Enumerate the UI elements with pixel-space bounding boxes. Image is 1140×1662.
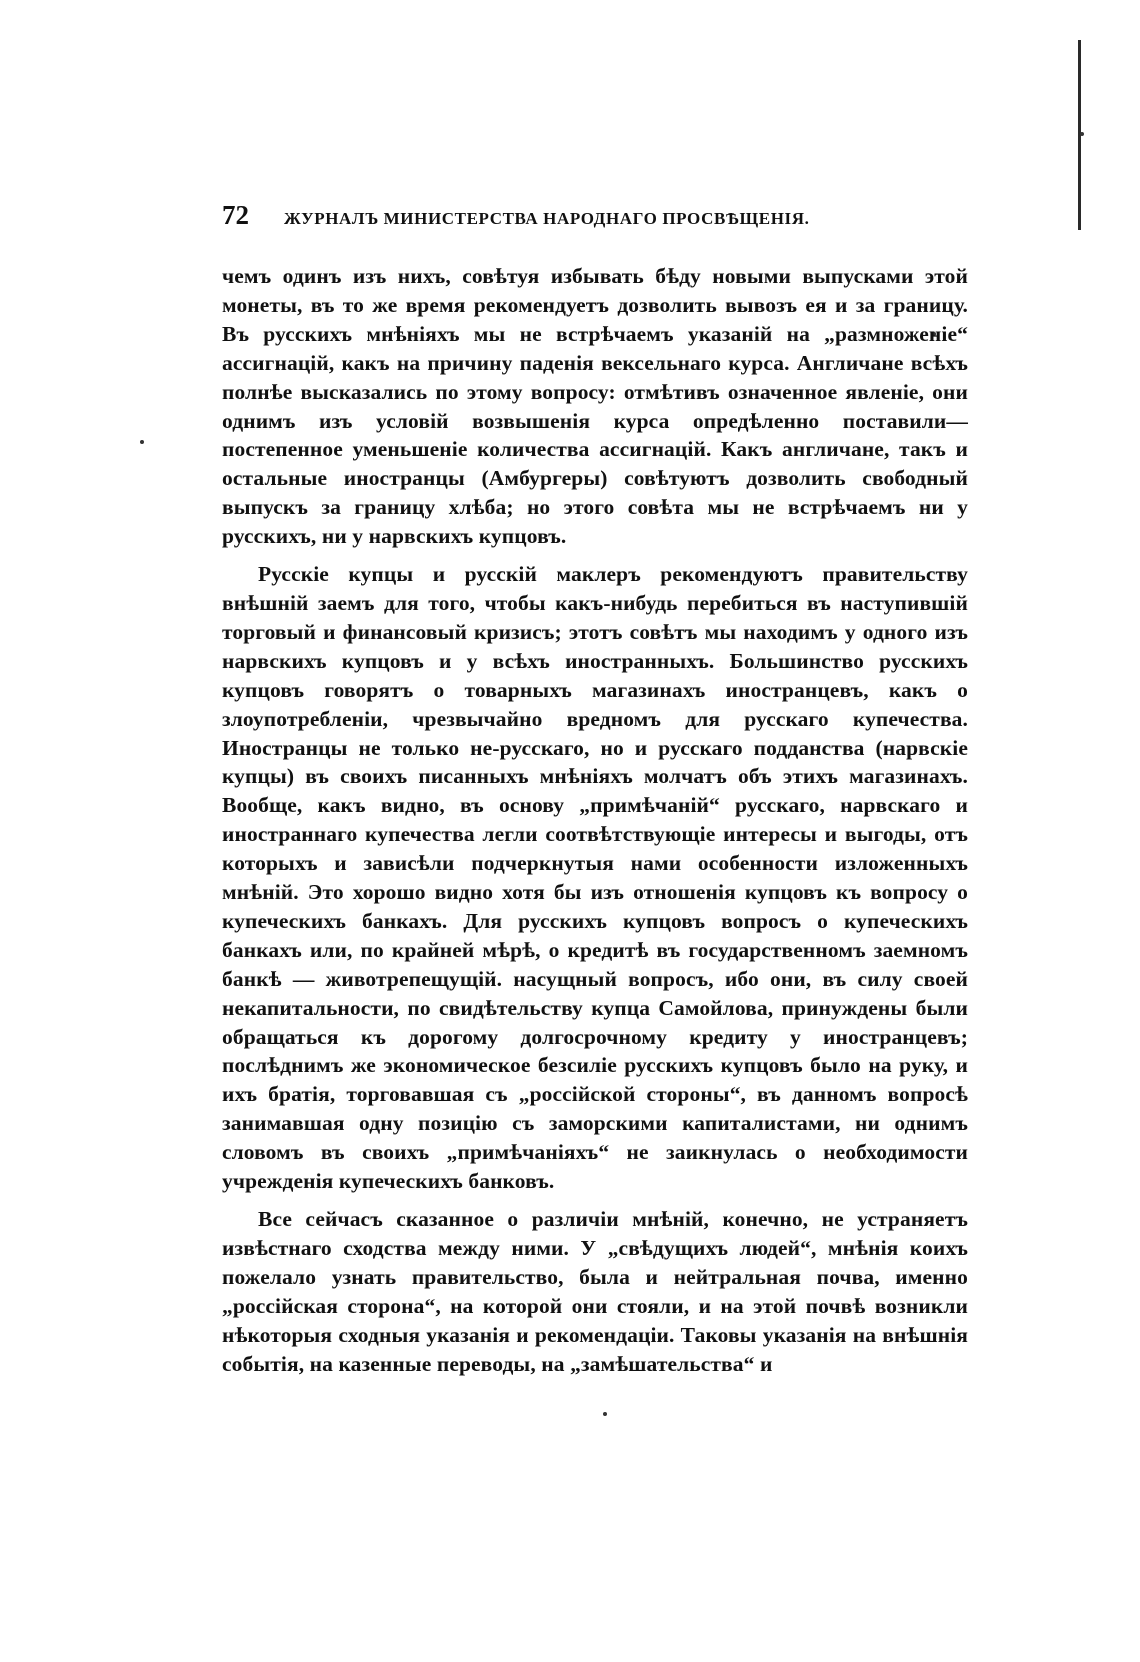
journal-title: ЖУРНАЛЪ МИНИСТЕРСТВА НАРОДНАГО ПРОСВѢЩЕНІЯ. [284, 209, 810, 228]
book-page [222, 200, 968, 1378]
scan-speck [603, 1412, 607, 1416]
paragraph-merchants: Русскіе купцы и русскій маклеръ рекомендуютъ правительству внѣшній заемъ для того, чтобы какъ-нибудь перебиться въ наступившій торговый и финансовый кризисъ; этотъ совѣтъ мы находимъ у одного изъ нарвскихъ купцовъ и у всѣхъ иностранныхъ. Большинство русскихъ купцовъ говорятъ о товарныхъ магазинахъ иностранцевъ, какъ о злоупотребленіи, чрезвычайно вредномъ для русскаго купечества. Иностранцы не только не-русскаго, но и русскаго подданства (нарвскіе купцы) въ своихъ писанныхъ мнѣніяхъ молчатъ объ этихъ магазинахъ. Вообще, какъ видно, въ основу „примѣчаній“ русскаго, нарвскаго и иностраннаго купечества легли соотвѣтствующіе интересы и выгоды, отъ которыхъ и зависѣли подчеркнутыя нами особенности изложенныхъ мнѣній. Это хорошо видно хотя бы изъ отношенія купцовъ къ вопросу о купеческихъ банкахъ. Для русскихъ купцовъ вопросъ о купеческихъ банкахъ или, по крайней мѣрѣ, о кредитѣ въ государственномъ заемномъ банкѣ — животрепещущій. насущный вопросъ, ибо они, въ силу своей некапитальности, по свидѣтельству купца Самойлова, принуждены были обращаться къ дорогому долгосрочному кредиту у иностранцевъ; послѣднимъ же экономическое безсиліе русскихъ купцовъ было на руку, и ихъ братія, торговавшая съ „россійской стороны“, въ данномъ вопросѣ занимавшая одну позицію съ заморскими капиталистами, ни однимъ словомъ въ своихъ „примѣчаніяхъ“ не заикнулась о необходимости учрежденія купеческихъ банковъ. [222, 562, 968, 1194]
running-head [222, 200, 968, 240]
scan-speck [1080, 132, 1084, 136]
paragraph-continuation: чемъ одинъ изъ нихъ, совѣтуя избывать бѣду новыми выпусками этой монеты, въ то же время рекомендуетъ дозволить вывозъ ея и за границу. Въ русскихъ мнѣніяхъ мы не встрѣчаемъ указаній на „размноженіе“ ассигнацій, какъ на причину паденія вексельнаго курса. Англичане всѣхъ полнѣе высказались по этому вопросу: отмѣтивъ означенное явленіе, они однимъ изъ условій возвышенія курса опредѣленно поставили—постепенное уменьшеніе количества ассигнацій. Какъ англичане, такъ и остальные иностранцы (Амбургеры) совѣтуютъ дозволить свободный выпускъ за границу хлѣба; но этого совѣта мы не встрѣчаемъ ни у русскихъ, ни у нарвскихъ купцовъ. [222, 264, 968, 549]
page-number: 72 [222, 200, 249, 230]
paragraph-similarities: Все сейчасъ сказанное о различіи мнѣній, конечно, не устраняетъ извѣстнаго сходства между ними. У „свѣдущихъ людей“, мнѣнія коихъ пожелало узнать правительство, была и нейтральная почва, именно „россійская сторона“, на которой они стояли, и на этой почвѣ возникли нѣкоторыя сходныя указанія и рекомендаціи. Таковы указанія на внѣшнія событія, на казенные переводы, на „замѣшательства“ и [222, 1207, 968, 1376]
scan-speck [140, 440, 144, 444]
